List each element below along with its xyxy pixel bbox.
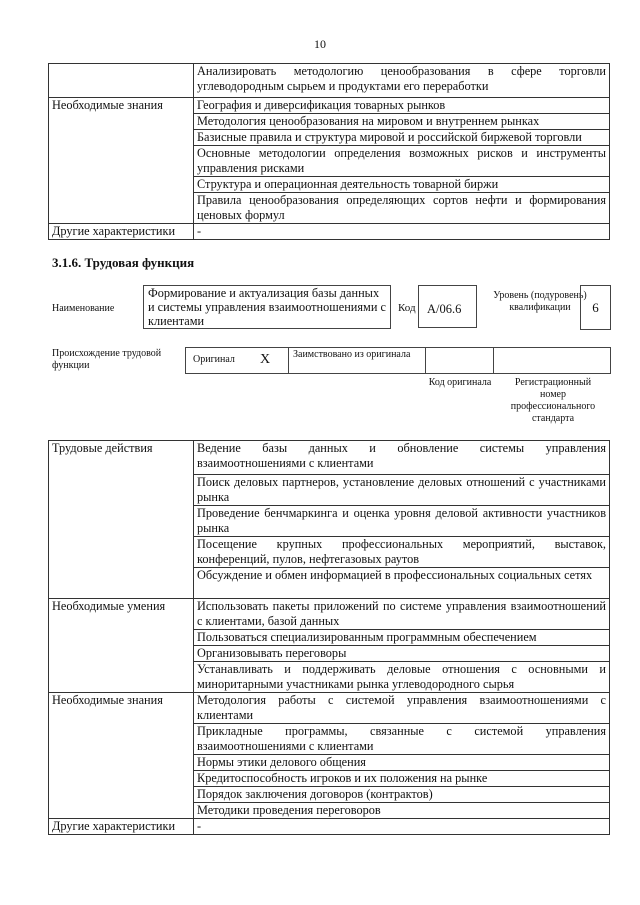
table-cell: Нормы этики делового общения bbox=[194, 755, 610, 771]
row-label bbox=[49, 64, 194, 98]
table-cell: - bbox=[194, 819, 610, 835]
divider bbox=[493, 347, 494, 373]
table-cell: Порядок заключения договоров (контрактов) bbox=[194, 787, 610, 803]
table-cell: Проведение бенчмаркинга и оценка уровня деловой активности участников рынка bbox=[194, 506, 610, 537]
row-label: Необходимые знания bbox=[49, 98, 194, 224]
function-name: Формирование и актуализация базы данных и системы управления взаимоотношениями с клиентами bbox=[143, 285, 391, 329]
divider bbox=[425, 347, 426, 373]
table-cell: Устанавливать и поддерживать деловые отношения с основными и миноритарными участниками рынка углеводородного сырья bbox=[194, 662, 610, 693]
table-cell: Ведение базы данных и обновление системы управления взаимоотношениями с клиентами bbox=[194, 441, 610, 475]
table-cell: - bbox=[194, 224, 610, 240]
table-cell: Поиск деловых партнеров, установление деловых отношений с участниками рынка bbox=[194, 475, 610, 506]
table-cell: Методология ценообразования на мировом и внутреннем рынках bbox=[194, 114, 610, 130]
table-cell: Базисные правила и структура мировой и российской биржевой торговли bbox=[194, 130, 610, 146]
table-cell: Использовать пакеты приложений по системе управления взаимоотношений с клиентами, базой данных bbox=[194, 599, 610, 630]
original-mark: X bbox=[260, 352, 271, 367]
page-number: 10 bbox=[314, 37, 326, 51]
table-cell: Основные методологии определения возможных рисков и инструменты управления рисками bbox=[194, 146, 610, 177]
name-label: Наименование bbox=[52, 303, 115, 314]
row-label: Необходимые умения bbox=[49, 599, 194, 693]
original-label: Оригинал bbox=[193, 354, 235, 365]
table-cell: Методология работы с системой управления взаимоотношениями с клиентами bbox=[194, 693, 610, 724]
table-cell: Обсуждение и обмен информацией в профессиональных социальных сетях bbox=[194, 568, 610, 599]
origin-label: Происхождение трудовой функции bbox=[52, 348, 162, 371]
row-label: Трудовые действия bbox=[49, 441, 194, 599]
table-cell: Правила ценообразования определяющих сортов нефти и формирования ценовых формул bbox=[194, 193, 610, 224]
table-cell: Анализировать методологию ценообразования в сфере торговли углеводородным сырьем и продуктами его переработки bbox=[194, 64, 610, 98]
function-code: A/06.6 bbox=[418, 285, 477, 328]
level-value: 6 bbox=[580, 285, 611, 330]
table-cell: Методики проведения переговоров bbox=[194, 803, 610, 819]
table-cell: Структура и операционная деятельность товарной биржи bbox=[194, 177, 610, 193]
row-label: Другие характеристики bbox=[49, 224, 194, 240]
section-heading: 3.1.6. Трудовая функция bbox=[52, 255, 195, 270]
origin-code-caption: Код оригинала bbox=[428, 377, 492, 388]
table-cell: Посещение крупных профессиональных мероприятий, выставок, конференций, пулов, нефтегазовых раутов bbox=[194, 537, 610, 568]
table-cell: Прикладные программы, связанные с системой управления взаимоотношениями с клиентами bbox=[194, 724, 610, 755]
row-label: Другие характеристики bbox=[49, 819, 194, 835]
knowledge-table-prev bbox=[48, 63, 610, 240]
borrowed-label: Заимствовано из оригинала bbox=[293, 349, 411, 360]
table-cell: Пользоваться специализированным программным обеспечением bbox=[194, 630, 610, 646]
level-label: Уровень (подуровень) квалификации bbox=[493, 290, 587, 313]
table-cell: Кредитоспособность игроков и их положения на рынке bbox=[194, 771, 610, 787]
table-cell: Организовывать переговоры bbox=[194, 646, 610, 662]
row-label: Необходимые знания bbox=[49, 693, 194, 819]
reg-number-caption: Регистрационный номер профессионального стандарта bbox=[510, 377, 596, 424]
divider bbox=[288, 347, 289, 373]
code-label: Код bbox=[398, 302, 416, 314]
table-cell: География и диверсификация товарных рынков bbox=[194, 98, 610, 114]
labor-function-table bbox=[48, 440, 610, 835]
